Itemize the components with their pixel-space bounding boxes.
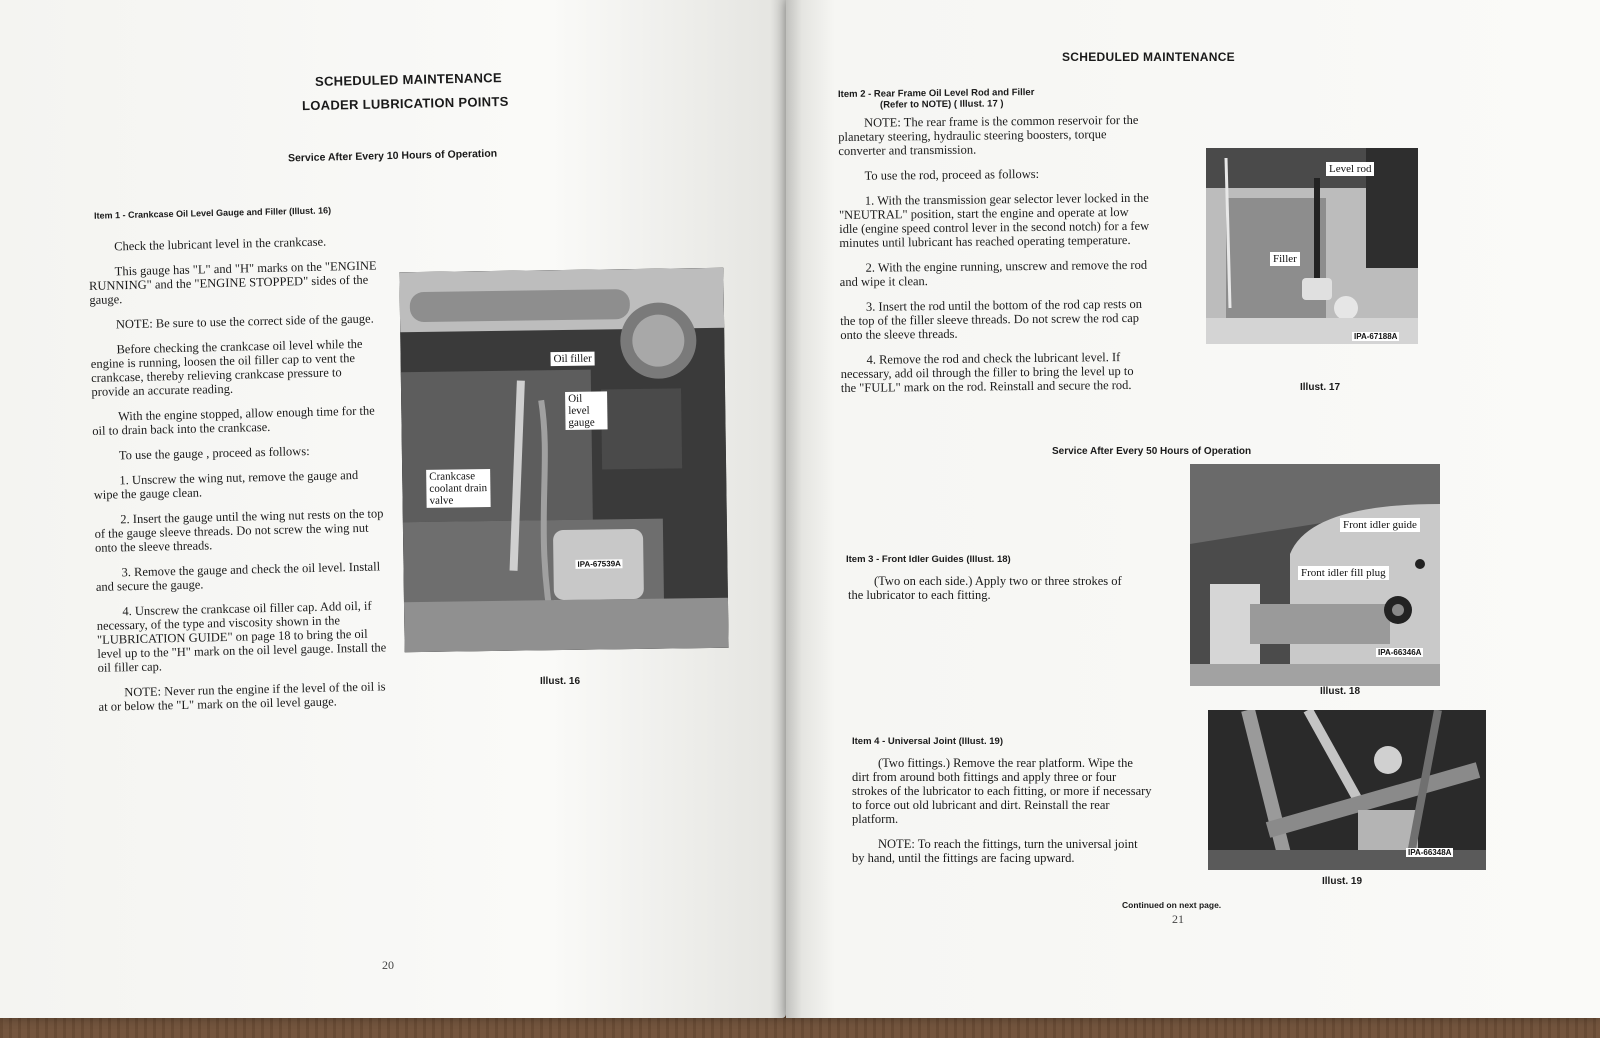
illust-17-code: IPA-67188A (1354, 332, 1398, 341)
label-filler: Filler (1270, 252, 1300, 266)
item2-heading-line1: Item 2 - Rear Frame Oil Level Rod and Filler (837, 86, 1035, 101)
illust-19-photo (1208, 710, 1486, 870)
continued-note: Continued on next page. (1122, 900, 1222, 910)
right-para-3: 1. With the transmission gear selector lever locked in the "NEUTRAL" position, start the engine and operate at low idle (engine speed control lever in the second notch) for a few minutes until lubricant has reached operating temperature. (838, 190, 1150, 250)
left-para-7: 1. Unscrew the wing nut, remove the gauge and wipe the gauge clean. (93, 467, 359, 502)
illust-18-photo (1190, 464, 1440, 686)
right-service-50-heading: Service After Every 50 Hours of Operation (1052, 446, 1252, 457)
illust-16-photo (399, 268, 728, 652)
left-page-number: 20 (382, 958, 394, 972)
illust-17-caption: Illust. 17 (1300, 382, 1341, 393)
right-page-number: 21 (1172, 912, 1184, 926)
illust-19-code: IPA-66348A (1408, 848, 1452, 857)
illust-19-caption: Illust. 19 (1322, 876, 1363, 887)
item4-note: NOTE: To reach the fittings, turn the universal joint by hand, until the fittings are facing upward. (852, 837, 1138, 865)
left-para-8: 2. Insert the gauge until the wing nut rests on the top of the gauge sleeve threads. Do not screw the wing nut onto the sleeve threads. (94, 506, 384, 555)
left-heading-2: LOADER LUBRICATION POINTS (301, 93, 509, 114)
left-para-5: With the engine stopped, allow enough time for the oil to drain back into the crankcase. (92, 403, 375, 438)
left-para-3: NOTE: Be sure to use the correct side of the gauge. (115, 311, 374, 332)
item3-text: (Two on each side.) Apply two or three strokes of the lubricator to each fitting. (848, 574, 1122, 602)
label-oil-filler: Oil filler (550, 352, 594, 367)
right-para-5: 3. Insert the rod until the bottom of the rod cap rests on the top of the filler sleeve threads. Do not screw the rod cap onto the sleeve threads. (840, 296, 1143, 342)
illust-18-code: IPA-66346A (1378, 648, 1422, 657)
left-para-10: 4. Unscrew the crankcase oil filler cap. Add oil, if necessary, of the type and viscosity shown in the "LUBRICATION GUIDE" on page 18 to bring the oil level up to the "H" mark on the oil level gauge. Install the oil filler cap. (96, 598, 387, 675)
label-front-idler-guide: Front idler guide (1340, 518, 1420, 532)
right-para-4: 2. With the engine running, unscrew and remove the rod and wipe it clean. (839, 257, 1148, 289)
illust-16-code: IPA-67539A (577, 559, 621, 569)
left-para-11: NOTE: Never run the engine if the level of the oil is at or below the "L" mark on the oil level gauge. (98, 679, 386, 714)
right-para-2: To use the rod, proceed as follows: (864, 166, 1040, 183)
left-para-2: This gauge has "L" and "H" marks on the "ENGINE RUNNING" and the "ENGINE STOPPED" sides of the gauge. (88, 258, 377, 307)
left-para-6: To use the gauge , proceed as follows: (118, 444, 310, 463)
left-service-heading: Service After Every 10 Hours of Operation (287, 147, 498, 165)
item4-text-block (852, 756, 1152, 876)
label-front-idler-fill-plug: Front idler fill plug (1298, 566, 1389, 580)
left-heading-1: SCHEDULED MAINTENANCE (314, 70, 502, 89)
item1-heading: Item 1 - Crankcase Oil Level Gauge and Filler (Illust. 16) (93, 205, 332, 221)
illust-18-caption: Illust. 18 (1320, 686, 1361, 697)
item3-heading: Item 3 - Front Idler Guides (Illust. 18) (846, 554, 1011, 565)
right-heading: SCHEDULED MAINTENANCE (1062, 50, 1235, 64)
right-para-6: 4. Remove the rod and check the lubricant level. If necessary, add oil through the filler to bring the level up to the "FULL" mark on the rod. Reinstall and secure the rod. (840, 350, 1134, 395)
label-level-rod: Level rod (1326, 162, 1374, 176)
left-body-text (88, 233, 389, 724)
item4-text: (Two fittings.) Remove the rear platform. Wipe the dirt from around both fittings and apply three or four strokes of the lubricator to each fitting, or more if necessary to force out old lubricant and dirt. Reinstall the rear platform. (852, 756, 1152, 826)
illust-16-caption: Illust. 16 (540, 676, 581, 687)
left-para-1: Check the lubricant level in the crankcase. (113, 234, 327, 254)
right-para-1: NOTE: The rear frame is the common reservoir for the planetary steering, hydraulic steering boosters, torque converter and transmission. (838, 112, 1139, 158)
item4-heading: Item 4 - Universal Joint (Illust. 19) (852, 736, 1003, 747)
label-oil-level-gauge: Oil level gauge (565, 391, 608, 430)
label-coolant-drain-valve: Crankcase coolant drain valve (426, 469, 491, 508)
book-gutter (770, 0, 802, 1018)
right-body-text (838, 113, 1151, 406)
item2-heading-line2: (Refer to NOTE) ( Illust. 17 ) (879, 98, 1004, 111)
left-para-9: 3. Remove the gauge and check the oil level. Install and secure the gauge. (95, 559, 381, 594)
illust-17-photo (1206, 148, 1418, 344)
left-para-4: Before checking the crankcase oil level while the engine is running, loosen the oil filler cap to vent the crankcase, thereby relieving crankcase pressure to provide an accurate reading. (90, 336, 363, 399)
